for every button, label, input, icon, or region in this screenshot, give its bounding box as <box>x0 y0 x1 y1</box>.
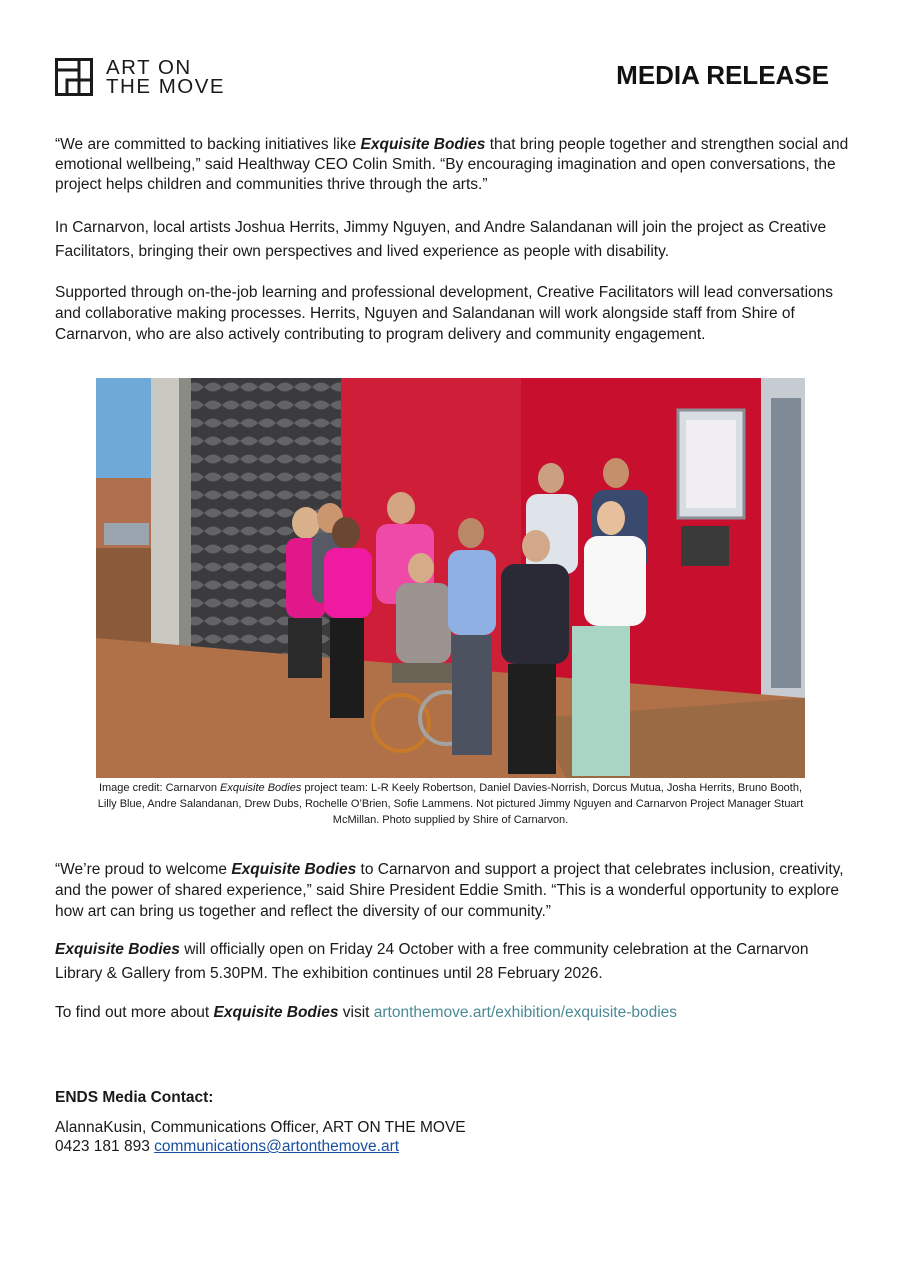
emphasis-title: Exquisite Bodies <box>55 941 180 958</box>
facilitators-paragraph: In Carnarvon, local artists Joshua Herrits, Jimmy Nguyen, and Andre Salandanan will join the project as Creative Facilitators, bringing their own perspectives and lived experience as people with disability. <box>55 219 827 260</box>
exhibition-link[interactable]: artonthemove.art/exhibition/exquisite-bodies <box>373 1004 678 1021</box>
support-paragraph: Supported through on-the-job learning and professional development, Creative Facilitators will lead conversations and collaborative making processes. Herrits, Nguyen and Salandanan will work alongside staff from Shire of Carnarvon, who are also actively contributing to program delivery and community engagement. <box>55 284 834 343</box>
art-on-the-move-logo <box>55 58 225 96</box>
find-out-more-paragraph: To find out more about Exquisite Bodies visit artonthemove.art/exhibition/exquisite-bodies <box>55 1004 678 1021</box>
contact-block <box>55 1118 466 1156</box>
page-title: MEDIA RELEASE <box>616 60 829 90</box>
contact-name-line: AlannaKusin, Communications Officer, ART ON THE MOVE <box>55 1119 466 1136</box>
quote-paragraph-shire: “We’re proud to welcome Exquisite Bodies to Carnarvon and support a project that celebrates inclusion, creativity, and the power of shared experience,” said Shire President Eddie Smith. “This is a wonderful opportunity to explore how art can bring us together and reflect the diversity of our community.” <box>55 861 844 920</box>
logo-line-2: THE MOVE <box>106 75 226 98</box>
contact-phone-email-line <box>55 1137 466 1156</box>
team-photo <box>96 378 805 778</box>
caption-emphasis: Exquisite Bodies <box>220 782 302 794</box>
opening-paragraph: Exquisite Bodies will officially open on Friday 24 October with a free community celebration at the Carnarvon Library & Gallery from 5.30PM. The exhibition continues until 28 February 2026. <box>55 941 809 982</box>
ends-media-contact-heading: ENDS Media Contact: <box>55 1089 214 1106</box>
contact-phone: 0423 181 893 <box>55 1138 150 1155</box>
logo-line-1: ART ON <box>106 56 192 79</box>
quote-paragraph-healthway: “We are committed to backing initiatives like Exquisite Bodies that bring people together and strengthen social and emotional wellbeing,” said Healthway CEO Colin Smith. “By encouraging imagination and open conversations, the project helps children and communities thrive through the arts.” <box>55 136 849 193</box>
emphasis-title: Exquisite Bodies <box>231 861 357 878</box>
emphasis-title: Exquisite Bodies <box>213 1004 339 1021</box>
contact-email-link[interactable]: communications@artonthemove.art <box>154 1138 400 1155</box>
logo-mark-icon <box>55 58 93 96</box>
emphasis-title: Exquisite Bodies <box>360 136 486 153</box>
photo-caption: Image credit: Carnarvon Exquisite Bodies project team: L-R Keely Robertson, Daniel Davies-Norrish, Dorcus Mutua, Josha Herrits, Bruno Booth, Lilly Blue, Andre Salandanan, Drew Dubs, Rochelle O’Brien, Sofie Lammens. Not pictured Jimmy Nguyen and Carnarvon Project Manager Stuart McMillan. Photo supplied by Shire of Carnarvon. <box>97 782 804 826</box>
